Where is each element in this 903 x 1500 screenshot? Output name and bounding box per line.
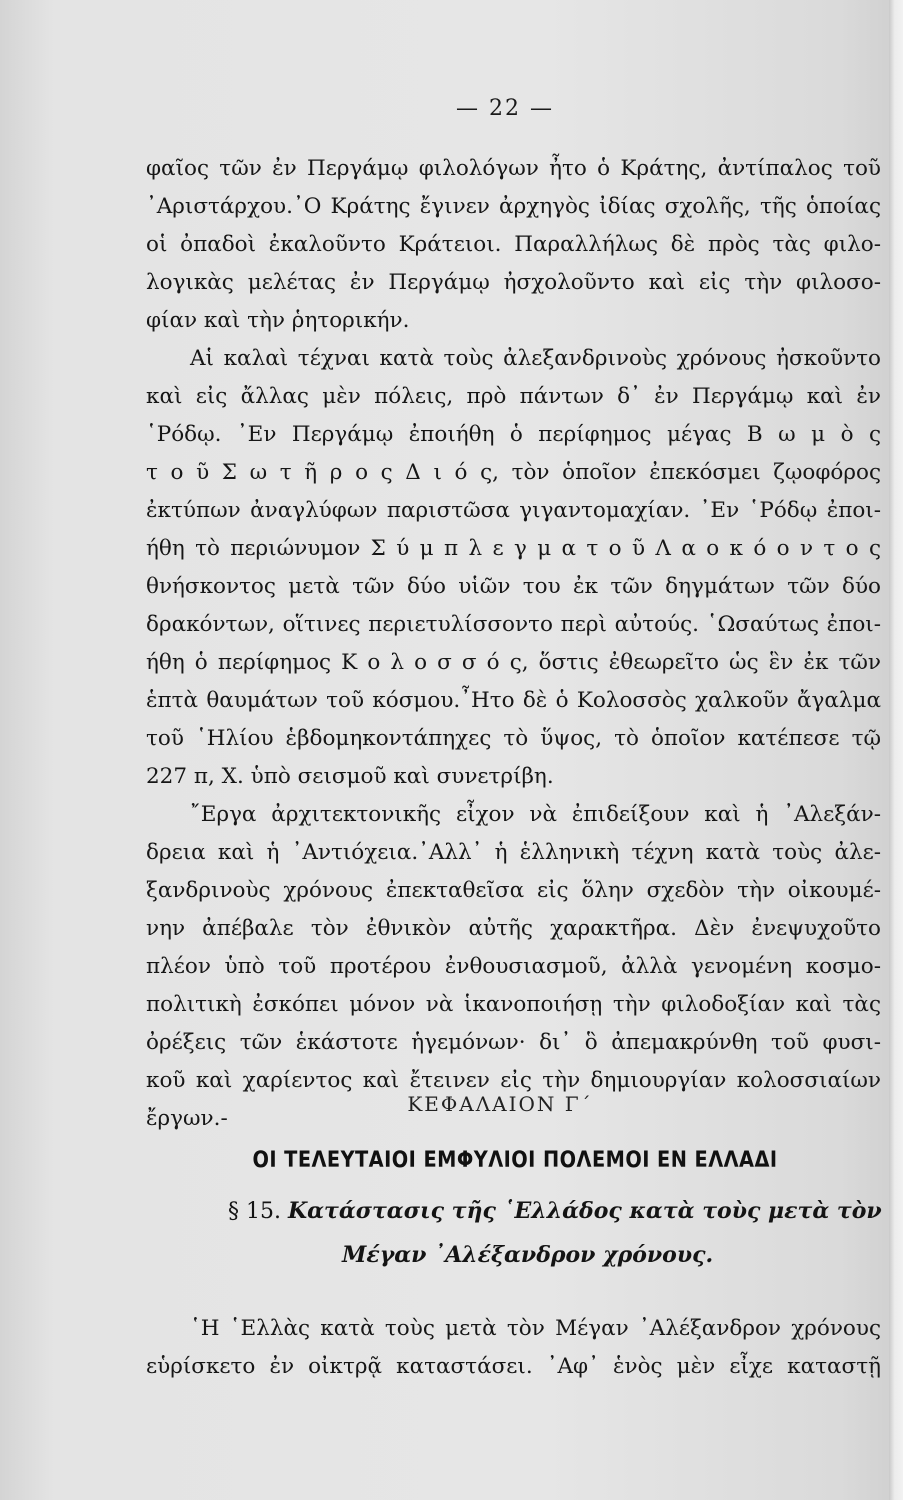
text-line: ῾Η ῾Ελλὰς κατὰ τοὺς μετὰ τὸν Μέγαν ᾿Αλέξανδρον χρόνους: [190, 1316, 881, 1341]
text-line: ὀρέξεις τῶν ἑκάστοτε ἡγεμόνων· δι᾿ ὃ ἀπεμακρύνθη τοῦ φυσι-: [146, 1030, 881, 1055]
section-title: [228, 1198, 882, 1224]
section-title-part2: Μέγαν ᾿Αλέξανδρον χρόνους.: [342, 1242, 714, 1268]
section-number: § 15.: [228, 1199, 281, 1224]
text-line: ῾Ρόδῳ. ᾿Εν Περγάμῳ ἐποιήθη ὁ περίφημος μέγας Β ω μ ὸ ς: [146, 422, 881, 447]
text-line: θνήσκοντος μετὰ τῶν δύο υἱῶν του ἐκ τῶν δηγμάτων τῶν δύο: [146, 574, 881, 599]
text-line: 227 π, Χ. ὑπὸ σεισμοῦ καὶ συνετρίβη.: [146, 764, 554, 789]
text-line: δρακόντων, οἵτινες περιετυλίσσοντο περὶ αὐτούς. ῾Ωσαύτως ἐποι-: [146, 612, 881, 637]
text-line: τ ο ῦ Σ ω τ ῆ ρ ο ς Δ ι ό ς, τὸν ὁποῖον ἐπεκόσμει ζῳοφόρος: [146, 460, 881, 485]
text-line: νην ἀπέβαλε τὸν ἐθνικὸν αὐτῆς χαρακτῆρα. Δὲν ἐνεψυχοῦτο: [146, 916, 881, 941]
paragraph-4: [146, 1310, 881, 1386]
text-line: δρεια καὶ ἡ ᾿Αντιόχεια.᾿Αλλ᾿ ἡ ἑλληνικὴ τέχνη κατὰ τοὺς ἀλε-: [146, 840, 881, 865]
text-line: Αἱ καλαὶ τέχναι κατὰ τοὺς ἀλεξανδρινοὺς χρόνους ἠσκοῦντο: [190, 346, 881, 371]
paragraph-2: [146, 340, 881, 796]
page-number: — 22 —: [456, 96, 554, 121]
text-line: φίαν καὶ τὴν ῥητορικήν.: [146, 308, 410, 333]
main-text: [146, 150, 881, 1138]
page-edge: [889, 0, 903, 1500]
text-line: φαῖος τῶν ἐν Περγάμῳ φιλολόγων ἦτο ὁ Κράτης, ἀντίπαλος τοῦ: [146, 156, 881, 181]
text-line: ἔργων.-: [146, 1106, 228, 1131]
chapter-heading: ΟΙ ΤΕΛΕΥΤΑΙΟΙ ΕΜΦΥΛΙΟΙ ΠΟΛΕΜΟΙ ΕΝ ΕΛΛΑΔΙ: [252, 1148, 778, 1173]
text-line: τοῦ ῾Ηλίου ἑβδομηκοντάπηχες τὸ ὕψος, τὸ ὁποῖον κατέπεσε τῷ: [146, 726, 881, 751]
paragraph-1: [146, 150, 881, 340]
paragraph-3: [146, 796, 881, 1138]
text-line: κοῦ καὶ χαρίεντος καὶ ἔτεινεν εἰς τὴν δημιουργίαν κολοσσιαίων: [146, 1068, 881, 1093]
text-line: πλέον ὑπὸ τοῦ προτέρου ἐνθουσιασμοῦ, ἀλλὰ γενομένη κοσμο-: [146, 954, 881, 979]
text-line: ῎Εργα ἀρχιτεκτονικῆς εἶχον νὰ ἐπιδείξουν καὶ ἡ ᾿Αλεξάν-: [190, 802, 881, 827]
text-line: πολιτικὴ ἐσκόπει μόνον νὰ ἱκανοποιήσῃ τὴν φιλοδοξίαν καὶ τὰς: [146, 992, 881, 1017]
text-line: λογικὰς μελέτας ἐν Περγάμῳ ἠσχολοῦντο καὶ εἰς τὴν φιλοσο-: [146, 270, 881, 295]
text-line: ἑπτὰ θαυμάτων τοῦ κόσμου.῏Ητο δὲ ὁ Κολοσσὸς χαλκοῦν ἄγαλμα: [146, 688, 881, 713]
text-line: ήθη ὁ περίφημος Κ ο λ ο σ σ ό ς, ὅστις ἐθεωρεῖτο ὡς ἓν ἐκ τῶν: [146, 650, 881, 675]
section-title-part1: Κατάστασις τῆς ῾Ελλάδος κατὰ τοὺς μετὰ τὸν: [287, 1198, 882, 1224]
text-line: καὶ εἰς ἄλλας μὲν πόλεις, πρὸ πάντων δ᾿ ἐν Περγάμῳ καὶ ἐν: [146, 384, 881, 409]
text-line: οἱ ὀπαδοὶ ἐκαλοῦντο Κράτειοι. Παραλλήλως δὲ πρὸς τὰς φιλο-: [146, 232, 881, 257]
chapter-label: ΚΕΦΑΛΑΙΟΝ Γ΄: [407, 1092, 593, 1116]
text-line: εὑρίσκετο ἐν οἰκτρᾷ καταστάσει. ᾿Αφ᾿ ἑνὸς μὲν εἶχε καταστῇ: [146, 1354, 881, 1379]
text-line: ᾿Αριστάρχου.᾿Ο Κράτης ἔγινεν ἀρχηγὸς ἰδίας σχολῆς, τῆς ὁποίας: [146, 194, 881, 219]
text-line: ξανδρινοὺς χρόνους ἐπεκταθεῖσα εἰς ὅλην σχεδὸν τὴν οἰκουμέ-: [146, 878, 881, 903]
text-line: ἐκτύπων ἀναγλύφων παριστῶσα γιγαντομαχίαν. ᾿Εν ῾Ρόδῳ ἐποι-: [146, 498, 881, 523]
text-line: ήθη τὸ περιώνυμον Σ ύ μ π λ ε γ μ α τ ο ῦ Λ α ο κ ό ο ν τ ο ς: [146, 536, 881, 561]
